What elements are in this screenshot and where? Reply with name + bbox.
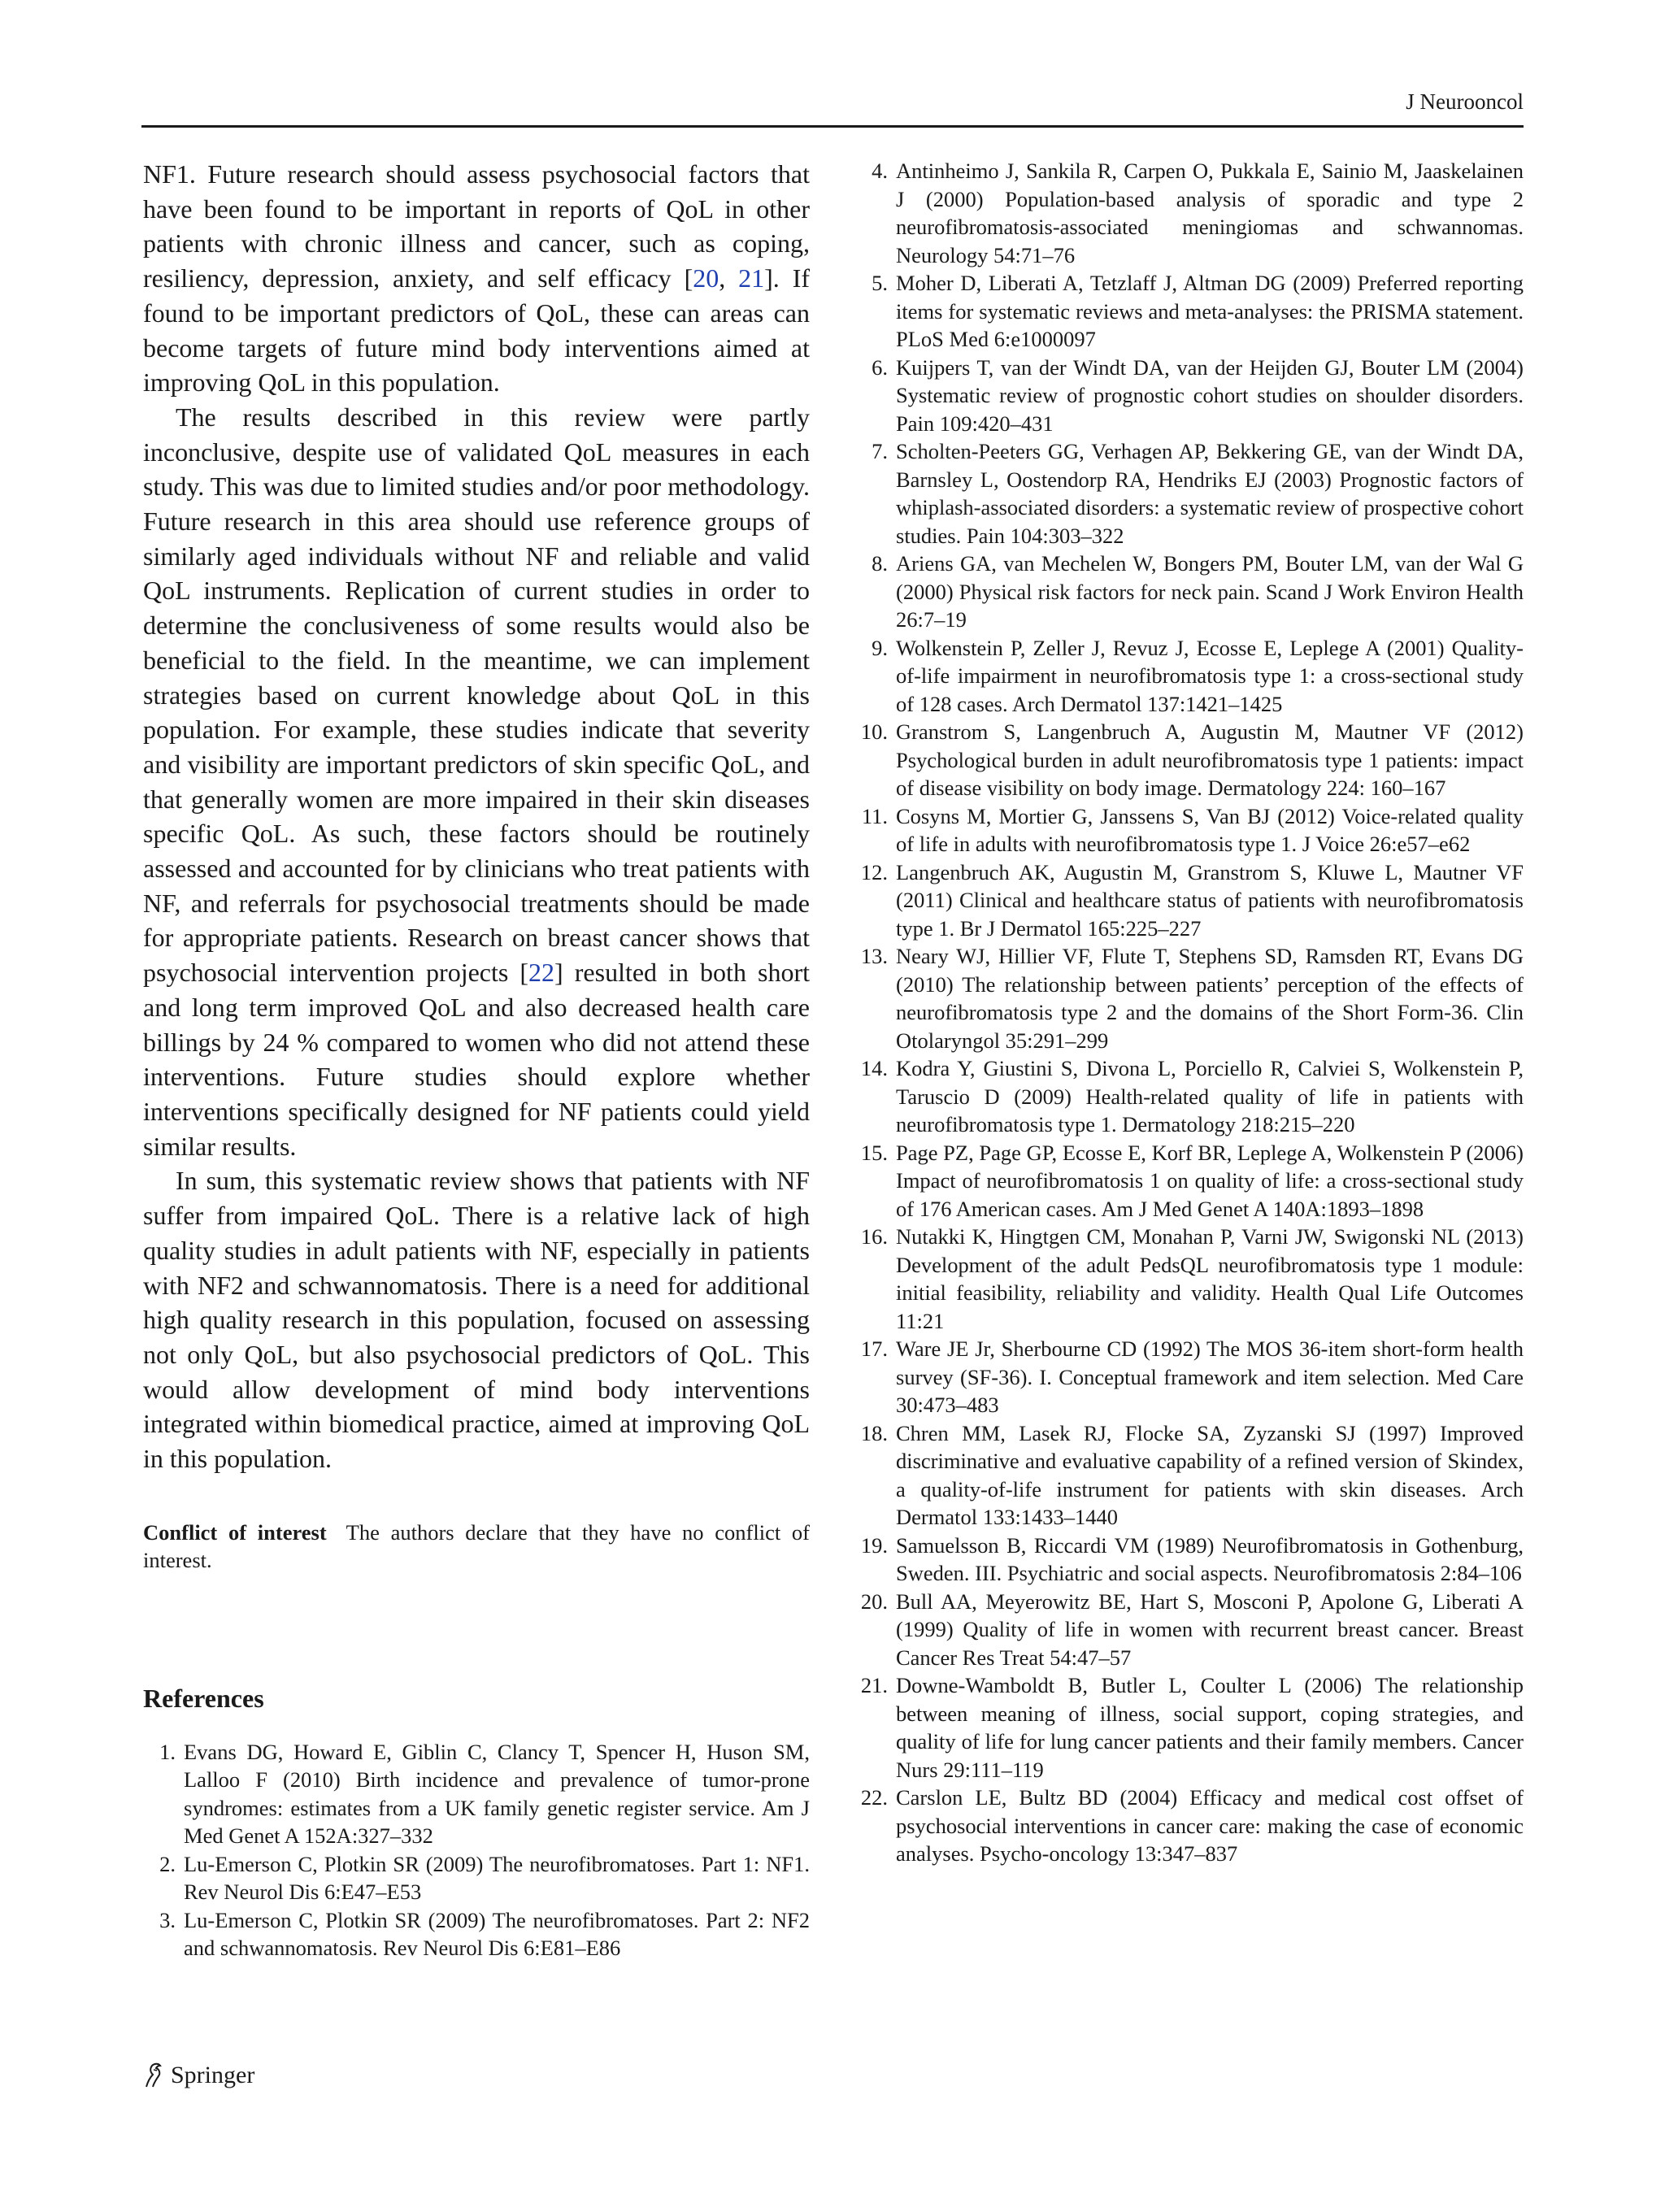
coi-text: The authors declare that they have no conflict of interest. <box>143 1519 810 1573</box>
reference-text: Bull AA, Meyerowitz BE, Hart S, Mosconi P, Apolone G, Liberati A (1999) Quality of life in women with recurrent breast cancer. Breast Cancer Res Treat 54:47–57 <box>896 1588 1524 1670</box>
reference-number: 9. <box>872 635 888 660</box>
reference-number: 18. <box>860 1420 888 1445</box>
text-run: The results described in this review were partly inconclusive, despite use of validated QoL measures in each study. This was due to limited studies and/or poor methodology. Future research in this area should use reference groups of similarly aged individuals without NF and reliable and valid QoL instruments. Replication of current studies in order to determine the conclusiveness of some results would also be beneficial to the field. In the meantime, we can implement strategies based on current knowledge about QoL in this population. For example, these studies indicate that severity and visibility are important predictors of skin specific QoL, and that generally women are more impaired in their skin diseases specific QoL. As such, these factors should be routinely assessed and accounted for by clinicians who treat patients with NF, and referrals for psychosocial treatments should be made for appropriate patients. Research on breast cancer shows that psychosocial intervention projects [ <box>143 402 810 988</box>
reference-text: Kuijpers T, van der Windt DA, van der Heijden GJ, Bouter LM (2004) Systematic review of prognostic cohort studies on shoulder disorders. Pain 109:420–431 <box>896 354 1524 436</box>
reference-text: Lu-Emerson C, Plotkin SR (2009) The neurofibromatoses. Part 2: NF2 and schwannomatosis. Rev Neurol Dis 6:E81–E86 <box>184 1907 810 1961</box>
reference-text: Scholten-Peeters GG, Verhagen AP, Bekkering GE, van der Windt DA, Barnsley L, Oostendorp RA, Hendriks EJ (2003) Prognostic factors of whiplash-associated disorders: a systematic review of prospective cohort studies. Pain 104:303–322 <box>896 439 1524 548</box>
references-heading: References <box>143 1683 264 1713</box>
footer-publisher <box>143 2062 254 2089</box>
paragraph-1 <box>143 157 810 400</box>
text-run: , <box>719 263 739 293</box>
reference-item <box>855 1139 1524 1223</box>
reference-number: 7. <box>872 439 888 463</box>
reference-number: 21. <box>860 1673 888 1697</box>
reference-number: 15. <box>860 1140 888 1165</box>
reference-text: Granstrom S, Langenbruch A, Augustin M, Mautner VF (2012) Psychological burden in adult neurofibromatosis type 1 patients: impact of disease visibility on body image. Dermatology 224: 160–167 <box>896 719 1524 800</box>
reference-number: 5. <box>872 271 888 295</box>
reference-text: Kodra Y, Giustini S, Divona L, Porciello R, Calviei S, Wolkenstein P, Taruscio D (2009) Health-related quality of life in patients with neurofibromatosis type 1. Dermatology 218:215–220 <box>896 1056 1524 1136</box>
reference-item <box>855 354 1524 438</box>
reference-item <box>855 550 1524 634</box>
reference-item <box>855 1335 1524 1419</box>
citation-link-20[interactable]: 20 <box>693 263 719 293</box>
running-head-journal: J Neurooncol <box>1406 89 1524 114</box>
reference-list-right <box>855 157 1524 1868</box>
publisher-name: Springer <box>171 2062 255 2088</box>
reference-number: 1. <box>159 1739 176 1764</box>
text-run: ] resulted in both short and long term improved QoL and also decreased health care billings by 24 % compared to women who did not attend these interventions. Future studies should explore whether interventions specifically designed for NF patients could yield similar results. <box>143 958 811 1161</box>
reference-text: Antinheimo J, Sankila R, Carpen O, Pukkala E, Sainio M, Jaaskelainen J (2000) Population-based analysis of sporadic and type 2 neurofibromatosis-associated meningiomas and schwannomas. Neurology 54:71–76 <box>896 159 1524 267</box>
reference-item <box>855 269 1524 354</box>
reference-item <box>855 437 1524 550</box>
reference-item <box>855 802 1524 858</box>
reference-number: 12. <box>860 859 888 884</box>
reference-text: Samuelsson B, Riccardi VM (1989) Neurofibromatosis in Gothenburg, Sweden. III. Psychiatric and social aspects. Neurofibromatosis 2:84–106 <box>896 1532 1524 1585</box>
reference-item <box>855 942 1524 1054</box>
citation-link-21[interactable]: 21 <box>738 263 765 293</box>
reference-item <box>855 1671 1524 1784</box>
reference-text: Page PZ, Page GP, Ecosse E, Korf BR, Leplege A, Wolkenstein P (2006) Impact of neurofibromatosis 1 on quality of life: a cross-sectional study of 176 American cases. Am J Med Genet A 140A:1893–1898 <box>896 1140 1524 1221</box>
reference-number: 14. <box>860 1056 888 1080</box>
reference-item <box>855 1588 1524 1672</box>
springer-horse-icon <box>143 2062 164 2089</box>
header-rule <box>141 125 1524 128</box>
reference-text: Cosyns M, Mortier G, Janssens S, Van BJ (2012) Voice-related quality of life in adults with neurofibromatosis type 1. J Voice 26:e57–e62 <box>896 803 1524 856</box>
reference-number: 22. <box>860 1785 888 1810</box>
reference-item <box>855 1532 1524 1588</box>
reference-item <box>855 1419 1524 1532</box>
reference-item <box>855 1223 1524 1335</box>
reference-item <box>143 1738 810 1850</box>
reference-text: Ariens GA, van Mechelen W, Bongers PM, Bouter LM, van der Wal G (2000) Physical risk factors for neck pain. Scand J Work Environ Health 26:7–19 <box>896 551 1524 632</box>
reference-list-left <box>143 1738 810 1962</box>
reference-text: Carslon LE, Bultz BD (2004) Efficacy and medical cost offset of psychosocial interventions in cancer care: making the case of economic analyses. Psycho-oncology 13:347–837 <box>896 1785 1524 1866</box>
reference-number: 8. <box>872 551 888 576</box>
reference-number: 13. <box>860 944 888 968</box>
reference-text: Wolkenstein P, Zeller J, Revuz J, Ecosse E, Leplege A (2001) Quality-of-life impairment in neurofibromatosis type 1: a cross-sectional study of 128 cases. Arch Dermatol 137:1421–1425 <box>896 635 1524 716</box>
reference-number: 2. <box>159 1851 176 1876</box>
left-column <box>143 157 810 1962</box>
reference-item <box>143 1850 810 1906</box>
conflict-of-interest <box>143 1519 810 1575</box>
reference-number: 4. <box>872 159 888 183</box>
reference-item <box>143 1906 810 1962</box>
citation-link-22[interactable]: 22 <box>528 958 555 988</box>
paragraph-2 <box>143 400 810 1163</box>
text-run: NF1. Future research should assess psychosocial factors that have been found to be important in reports of QoL in other patients with chronic illness and cancer, such as coping, resiliency, depression, anxiety, and self efficacy [ <box>143 159 810 293</box>
text-run: ]. If found to be important predictors of QoL, these can areas can become targets of future mind body interventions aimed at improving QoL in this population. <box>143 263 810 398</box>
reference-text: Evans DG, Howard E, Giblin C, Clancy T, Spencer H, Huson SM, Lalloo F (2010) Birth incidence and prevalence of tumor-prone syndromes: estimates from a UK family genetic register service. Am J Med Genet A 152A:327–332 <box>184 1739 810 1849</box>
reference-number: 6. <box>872 354 888 380</box>
paragraph-3: In sum, this systematic review shows that patients with NF suffer from impaired QoL. There is a relative lack of high quality studies in adult patients with NF, especially in patients with NF2 and schwannomatosis. There is a need for additional high quality research in this population, focused on assessing not only QoL, but also psychosocial predictors of QoL. This would allow development of mind body interventions integrated within biomedical practice, aimed at improving QoL in this population. <box>143 1166 810 1474</box>
reference-item <box>855 718 1524 802</box>
reference-text: Chren MM, Lasek RJ, Flocke SA, Zyzanski SJ (1997) Improved discriminative and evaluative capability of a refined version of Skindex, a quality-of-life instrument for patients with skin diseases. Arch Dermatol 133:1433–1440 <box>896 1420 1524 1529</box>
reference-text: Langenbruch AK, Augustin M, Granstrom S, Kluwe L, Mautner VF (2011) Clinical and healthcare status of patients with neurofibromatosis type 1. Br J Dermatol 165:225–227 <box>896 859 1524 941</box>
coi-label: Conflict of interest <box>143 1519 327 1545</box>
reference-number: 19. <box>860 1532 888 1558</box>
reference-number: 10. <box>860 719 888 744</box>
reference-text: Lu-Emerson C, Plotkin SR (2009) The neurofibromatoses. Part 1: NF1. Rev Neurol Dis 6:E47–E53 <box>184 1851 810 1905</box>
reference-number: 16. <box>860 1224 888 1249</box>
reference-number: 3. <box>159 1907 176 1932</box>
reference-item <box>855 858 1524 943</box>
reference-text: Moher D, Liberati A, Tetzlaff J, Altman DG (2009) Preferred reporting items for systematic reviews and meta-analyses: the PRISMA statement. PLoS Med 6:e1000097 <box>896 271 1524 351</box>
reference-item <box>855 634 1524 719</box>
reference-text: Ware JE Jr, Sherbourne CD (1992) The MOS 36-item short-form health survey (SF-36). I. Conceptual framework and item selection. Med Care 30:473–483 <box>896 1336 1524 1417</box>
reference-number: 11. <box>861 803 888 828</box>
reference-text: Nutakki K, Hingtgen CM, Monahan P, Varni JW, Swigonski NL (2013) Development of the adult PedsQL neurofibromatosis type 1 module: initial feasibility, reliability and validity. Health Qual Life Outcomes 11:21 <box>896 1224 1524 1333</box>
reference-text: Neary WJ, Hillier VF, Flute T, Stephens SD, Ramsden RT, Evans DG (2010) The relationship between patients’ perception of the effects of neurofibromatosis type 2 and the domains of the Short Form-36. Clin Otolaryngol 35:291–299 <box>896 944 1524 1053</box>
reference-item <box>855 1054 1524 1139</box>
reference-item <box>855 1784 1524 1868</box>
reference-number: 20. <box>860 1588 888 1614</box>
reference-item <box>855 157 1524 269</box>
reference-text: Downe-Wamboldt B, Butler L, Coulter L (2006) The relationship between meaning of illness, social support, coping strategies, and quality of life for lung cancer patients and their family members. Cancer Nurs 29:111–119 <box>896 1673 1524 1782</box>
right-column <box>855 157 1524 1868</box>
reference-number: 17. <box>860 1336 888 1361</box>
